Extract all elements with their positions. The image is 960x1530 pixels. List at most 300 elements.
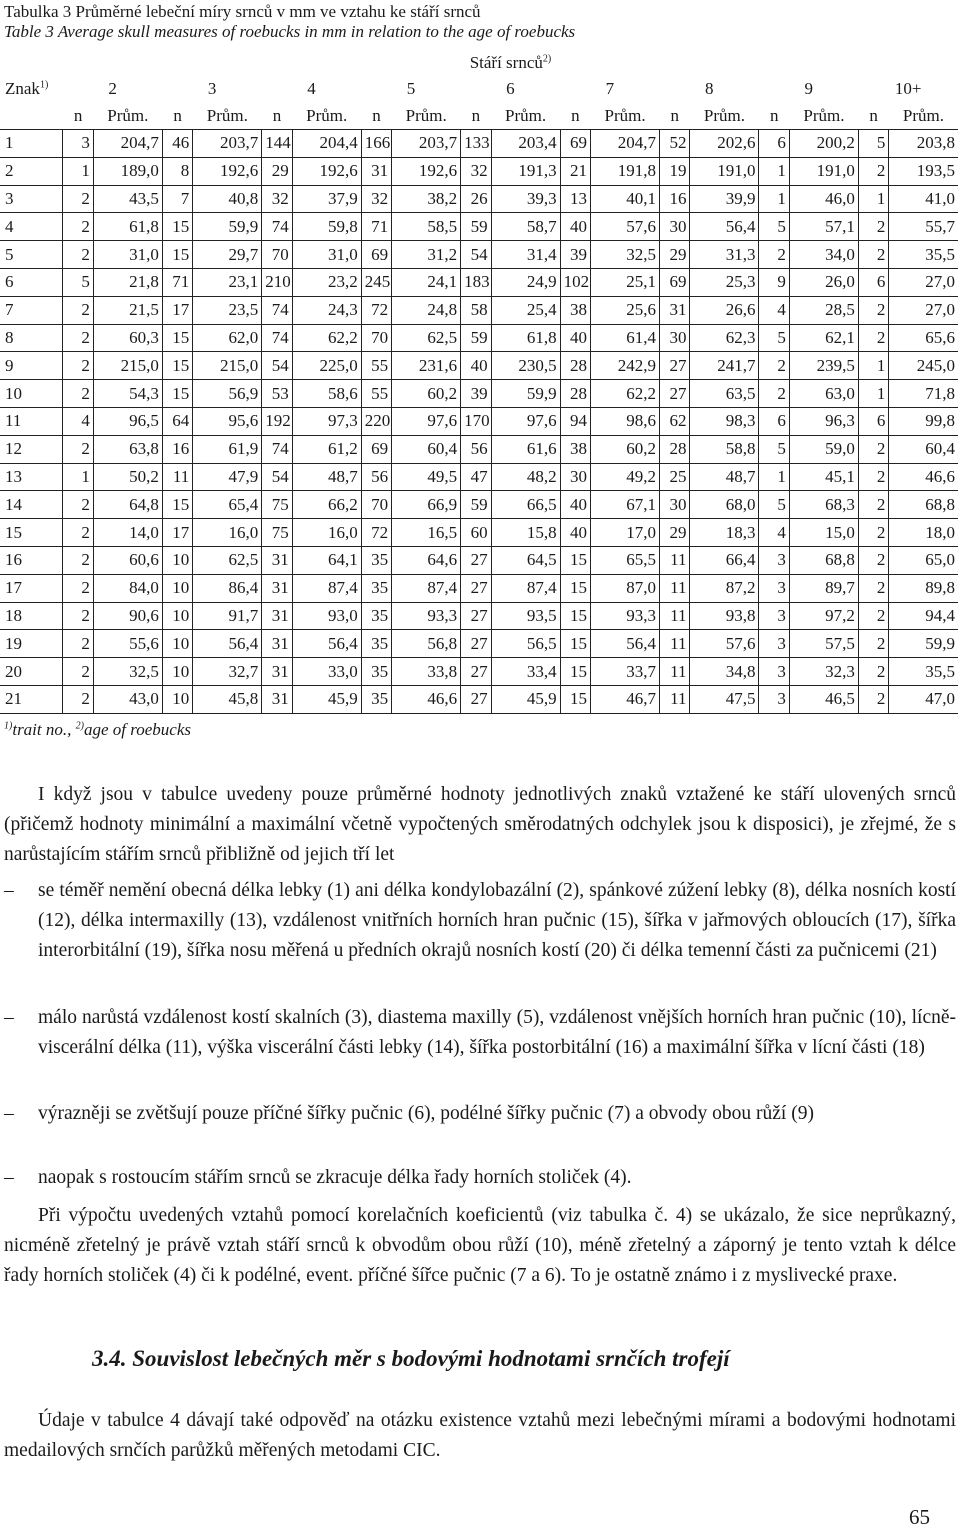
mean-cell: 192,6 — [392, 157, 461, 185]
mean-cell: 204,7 — [93, 130, 162, 158]
count-cell: 60 — [461, 519, 491, 547]
mean-cell: 25,4 — [491, 296, 560, 324]
mean-cell: 239,5 — [789, 352, 858, 380]
n-header: n — [560, 102, 590, 130]
count-cell: 2 — [63, 213, 93, 241]
table-row — [0, 519, 958, 547]
count-cell: 26 — [461, 185, 491, 213]
trait-number-cell: 3 — [0, 185, 63, 213]
count-cell: 5 — [63, 268, 93, 296]
count-cell: 69 — [361, 435, 391, 463]
mean-cell: 93,8 — [690, 602, 759, 630]
count-cell: 15 — [560, 602, 590, 630]
n-header: n — [759, 102, 789, 130]
mean-cell: 27,0 — [889, 296, 958, 324]
mean-cell: 28,5 — [789, 296, 858, 324]
mean-cell: 97,6 — [392, 407, 461, 435]
mean-cell: 49,2 — [591, 463, 660, 491]
mean-cell: 59,9 — [889, 630, 958, 658]
mean-cell: 62,2 — [292, 324, 361, 352]
count-cell: 35 — [361, 574, 391, 602]
mean-cell: 64,5 — [491, 546, 560, 574]
count-cell: 166 — [361, 130, 391, 158]
count-cell: 31 — [262, 658, 292, 686]
mean-cell: 47,5 — [690, 685, 759, 713]
bullet-text: málo narůstá vzdálenost kostí skalních (3), diastema maxilly (5), vzdálenost vnějších horních hran pučnic (10), lícně-viscerální délka (11), výška viscerální části lebky (14), šířka postorbitální (16) a maximální šířka v lícní části (18) — [38, 1007, 956, 1058]
count-cell: 27 — [461, 602, 491, 630]
mean-cell: 64,6 — [392, 546, 461, 574]
count-cell: 94 — [560, 407, 590, 435]
mean-cell: 58,6 — [292, 380, 361, 408]
mean-cell: 56,5 — [491, 630, 560, 658]
count-cell: 62 — [660, 407, 690, 435]
mean-cell: 62,1 — [789, 324, 858, 352]
mean-cell: 16,5 — [392, 519, 461, 547]
count-cell: 40 — [461, 352, 491, 380]
count-cell: 2 — [858, 296, 888, 324]
count-cell: 2 — [858, 574, 888, 602]
count-cell: 10 — [162, 602, 192, 630]
n-header: n — [361, 102, 391, 130]
mean-cell: 31,0 — [292, 241, 361, 269]
count-cell: 11 — [660, 630, 690, 658]
mean-cell: 87,4 — [491, 574, 560, 602]
count-cell: 4 — [759, 519, 789, 547]
mean-cell: 32,7 — [193, 658, 262, 686]
mean-cell: 25,1 — [591, 268, 660, 296]
count-cell: 40 — [560, 213, 590, 241]
mean-cell: 46,7 — [591, 685, 660, 713]
count-cell: 39 — [560, 241, 590, 269]
count-cell: 210 — [262, 268, 292, 296]
count-cell: 74 — [262, 296, 292, 324]
count-cell: 28 — [660, 435, 690, 463]
mean-cell: 55,6 — [93, 630, 162, 658]
mean-cell: 31,3 — [690, 241, 759, 269]
count-cell: 15 — [162, 491, 192, 519]
age-header: 5 — [406, 79, 416, 98]
count-cell: 69 — [660, 268, 690, 296]
count-cell: 30 — [560, 463, 590, 491]
count-cell: 53 — [262, 380, 292, 408]
mean-cell: 203,4 — [491, 130, 560, 158]
count-cell: 27 — [461, 658, 491, 686]
count-cell: 27 — [461, 546, 491, 574]
bullet-item-4 — [4, 1163, 956, 1193]
mean-cell: 59,9 — [193, 213, 262, 241]
count-cell: 102 — [560, 268, 590, 296]
mean-cell: 64,1 — [292, 546, 361, 574]
count-cell: 32 — [461, 157, 491, 185]
mean-cell: 43,0 — [93, 685, 162, 713]
mean-cell: 87,0 — [591, 574, 660, 602]
count-cell: 16 — [660, 185, 690, 213]
body-paragraph-2: Při výpočtu uvedených vztahů pomocí korelačních koeficientů (viz tabulka č. 4) se ukázalo, že sice neprůkazný, nicméně zřetelný je právě vztah stáří srnců k obvodům obou růží (10), méně zřetelný a záporný je tento vztah k délce řady horních stoliček (4) či k podélné, event. příčné šířce pučnic (7 a 6). To je ostatně známo i z myslivecké praxe. — [4, 1205, 956, 1286]
count-cell: 2 — [63, 296, 93, 324]
mean-cell: 59,0 — [789, 435, 858, 463]
count-cell: 245 — [361, 268, 391, 296]
mean-cell: 23,2 — [292, 268, 361, 296]
mean-cell: 204,4 — [292, 130, 361, 158]
mean-cell: 24,9 — [491, 268, 560, 296]
table-row — [0, 407, 958, 435]
n-header: n — [162, 102, 192, 130]
mean-cell: 31,2 — [392, 241, 461, 269]
count-cell: 6 — [759, 130, 789, 158]
mean-cell: 45,1 — [789, 463, 858, 491]
section-heading: 3.4. Souvislost lebečných měr s bodovými hodnotami srnčích trofejí — [92, 1346, 730, 1371]
table-row — [0, 630, 958, 658]
count-cell: 30 — [660, 213, 690, 241]
header-blank — [0, 102, 63, 130]
mean-cell: 41,0 — [889, 185, 958, 213]
bullet-text: se téměř nemění obecná délka lebky (1) ani délka kondylobazální (2), spánkové zúžení lebky (8), délka nosních kostí (12), délka intermaxilly (13), vzdálenost vnitřních horních hran pučnic (15), šířka v jařmových obloucích (17), šířka interorbitální (19), šířka nosu měřená u předních okrajů nosních kostí (20) či délka temenní části za pučnicemi (21) — [38, 880, 956, 961]
count-cell: 2 — [63, 602, 93, 630]
count-cell: 3 — [759, 685, 789, 713]
mean-cell: 65,6 — [889, 324, 958, 352]
count-cell: 38 — [560, 296, 590, 324]
count-cell: 29 — [262, 157, 292, 185]
bullet-item-3 — [4, 1099, 956, 1129]
mean-cell: 84,0 — [93, 574, 162, 602]
mean-header: Prům. — [889, 102, 958, 130]
count-cell: 11 — [660, 685, 690, 713]
n-header: n — [461, 102, 491, 130]
count-cell: 54 — [461, 241, 491, 269]
table-header-age-row — [0, 76, 958, 102]
trait-number-cell: 6 — [0, 268, 63, 296]
mean-cell: 60,2 — [591, 435, 660, 463]
mean-cell: 39,9 — [690, 185, 759, 213]
count-cell: 7 — [162, 185, 192, 213]
mean-cell: 89,8 — [889, 574, 958, 602]
trait-number-cell: 5 — [0, 241, 63, 269]
table-row — [0, 268, 958, 296]
body-paragraph-1: I když jsou v tabulce uvedeny pouze průměrné hodnoty jednotlivých znaků vztažené ke stáří ulovených srnců (přičemž hodnoty minimální a maximální včetně vypočtených směrodatných odchylek jsou k disposici), je zřejmé, že s narůstajícím stářím srnců přibližně od jejich tří let — [4, 784, 956, 865]
mean-cell: 71,8 — [889, 380, 958, 408]
count-cell: 2 — [858, 658, 888, 686]
count-cell: 70 — [361, 491, 391, 519]
mean-cell: 202,6 — [690, 130, 759, 158]
mean-cell: 66,5 — [491, 491, 560, 519]
count-cell: 10 — [162, 658, 192, 686]
count-cell: 5 — [759, 435, 789, 463]
mean-cell: 29,7 — [193, 241, 262, 269]
count-cell: 15 — [560, 574, 590, 602]
mean-header: Prům. — [292, 102, 361, 130]
n-header: n — [63, 102, 93, 130]
page-number: 65 — [909, 1505, 930, 1529]
age-header: 3 — [207, 79, 217, 98]
count-cell: 59 — [461, 213, 491, 241]
mean-cell: 32,5 — [591, 241, 660, 269]
mean-cell: 63,0 — [789, 380, 858, 408]
mean-cell: 24,1 — [392, 268, 461, 296]
mean-cell: 15,8 — [491, 519, 560, 547]
mean-cell: 192,6 — [292, 157, 361, 185]
mean-cell: 33,8 — [392, 658, 461, 686]
mean-cell: 67,1 — [591, 491, 660, 519]
count-cell: 28 — [560, 380, 590, 408]
count-cell: 32 — [262, 185, 292, 213]
mean-cell: 191,0 — [690, 157, 759, 185]
count-cell: 9 — [759, 268, 789, 296]
count-cell: 2 — [63, 185, 93, 213]
count-cell: 31 — [262, 685, 292, 713]
mean-cell: 46,6 — [392, 685, 461, 713]
count-cell: 40 — [560, 519, 590, 547]
trait-header — [0, 76, 63, 102]
count-cell: 3 — [759, 574, 789, 602]
count-cell: 11 — [162, 463, 192, 491]
mean-cell: 60,2 — [392, 380, 461, 408]
mean-cell: 56,8 — [392, 630, 461, 658]
count-cell: 28 — [560, 352, 590, 380]
count-cell: 10 — [162, 685, 192, 713]
count-cell: 11 — [660, 546, 690, 574]
trait-number-cell: 10 — [0, 380, 63, 408]
count-cell: 2 — [63, 630, 93, 658]
age-group-header-sup: 2) — [542, 53, 552, 65]
mean-cell: 33,4 — [491, 658, 560, 686]
count-cell: 30 — [660, 491, 690, 519]
mean-header: Prům. — [789, 102, 858, 130]
mean-cell: 18,0 — [889, 519, 958, 547]
count-cell: 2 — [63, 491, 93, 519]
table-header-subheader-row — [0, 102, 958, 130]
mean-cell: 87,2 — [690, 574, 759, 602]
count-cell: 35 — [361, 602, 391, 630]
trait-header-sup: 1) — [39, 79, 49, 91]
count-cell: 29 — [660, 519, 690, 547]
mean-cell: 191,8 — [591, 157, 660, 185]
trait-number-cell: 11 — [0, 407, 63, 435]
count-cell: 74 — [262, 324, 292, 352]
mean-cell: 55,7 — [889, 213, 958, 241]
mean-cell: 47,0 — [889, 685, 958, 713]
mean-cell: 31,0 — [93, 241, 162, 269]
count-cell: 70 — [262, 241, 292, 269]
mean-cell: 61,6 — [491, 435, 560, 463]
mean-cell: 40,1 — [591, 185, 660, 213]
mean-cell: 45,9 — [491, 685, 560, 713]
count-cell: 2 — [858, 435, 888, 463]
mean-cell: 86,4 — [193, 574, 262, 602]
table-row — [0, 602, 958, 630]
count-cell: 2 — [63, 658, 93, 686]
count-cell: 31 — [262, 630, 292, 658]
count-cell: 58 — [461, 296, 491, 324]
mean-cell: 21,5 — [93, 296, 162, 324]
mean-cell: 56,4 — [193, 630, 262, 658]
count-cell: 1 — [858, 380, 888, 408]
mean-cell: 24,3 — [292, 296, 361, 324]
count-cell: 2 — [63, 435, 93, 463]
mean-cell: 49,5 — [392, 463, 461, 491]
count-cell: 6 — [858, 407, 888, 435]
count-cell: 54 — [262, 352, 292, 380]
count-cell: 2 — [63, 241, 93, 269]
count-cell: 35 — [361, 658, 391, 686]
table-row — [0, 241, 958, 269]
footnote-marker-2: 2) — [75, 720, 84, 732]
age-header: 7 — [605, 79, 615, 98]
mean-cell: 242,9 — [591, 352, 660, 380]
count-cell: 1 — [858, 185, 888, 213]
mean-cell: 56,9 — [193, 380, 262, 408]
mean-cell: 60,3 — [93, 324, 162, 352]
mean-cell: 193,5 — [889, 157, 958, 185]
mean-cell: 57,5 — [789, 630, 858, 658]
trait-number-cell: 8 — [0, 324, 63, 352]
trait-number-cell: 16 — [0, 546, 63, 574]
footnote-marker-1: 1) — [4, 720, 13, 732]
mean-cell: 46,0 — [789, 185, 858, 213]
table-row — [0, 185, 958, 213]
count-cell: 31 — [262, 602, 292, 630]
mean-cell: 68,3 — [789, 491, 858, 519]
count-cell: 59 — [461, 491, 491, 519]
count-cell: 3 — [759, 602, 789, 630]
table-row — [0, 213, 958, 241]
count-cell: 10 — [162, 630, 192, 658]
bullet-dash: – — [4, 1167, 14, 1188]
mean-cell: 57,1 — [789, 213, 858, 241]
mean-header: Prům. — [491, 102, 560, 130]
n-header: n — [858, 102, 888, 130]
count-cell: 2 — [858, 630, 888, 658]
mean-cell: 87,4 — [292, 574, 361, 602]
count-cell: 46 — [162, 130, 192, 158]
mean-cell: 66,9 — [392, 491, 461, 519]
count-cell: 35 — [361, 630, 391, 658]
mean-cell: 46,6 — [889, 463, 958, 491]
count-cell: 2 — [858, 519, 888, 547]
mean-cell: 59,9 — [491, 380, 560, 408]
bullet-item-2 — [4, 1003, 956, 1063]
mean-cell: 65,4 — [193, 491, 262, 519]
count-cell: 4 — [759, 296, 789, 324]
mean-cell: 48,2 — [491, 463, 560, 491]
mean-cell: 16,0 — [193, 519, 262, 547]
table-row — [0, 685, 958, 713]
trait-number-cell: 20 — [0, 658, 63, 686]
count-cell: 2 — [858, 491, 888, 519]
mean-cell: 225,0 — [292, 352, 361, 380]
age-header: 8 — [705, 79, 714, 98]
trait-number-cell: 4 — [0, 213, 63, 241]
count-cell: 2 — [63, 546, 93, 574]
table-row — [0, 435, 958, 463]
mean-cell: 39,3 — [491, 185, 560, 213]
footnote-text-1: trait no., — [12, 720, 76, 739]
trait-number-cell: 21 — [0, 685, 63, 713]
table-row — [0, 324, 958, 352]
count-cell: 74 — [262, 435, 292, 463]
count-cell: 56 — [361, 463, 391, 491]
age-header: 6 — [506, 79, 515, 98]
mean-cell: 192,6 — [193, 157, 262, 185]
count-cell: 2 — [759, 380, 789, 408]
mean-cell: 60,6 — [93, 546, 162, 574]
header-blank — [0, 50, 63, 76]
count-cell: 5 — [858, 130, 888, 158]
count-cell: 1 — [63, 463, 93, 491]
count-cell: 2 — [63, 519, 93, 547]
count-cell: 71 — [162, 268, 192, 296]
count-cell: 1 — [759, 185, 789, 213]
trait-number-cell: 15 — [0, 519, 63, 547]
age-header: 4 — [307, 79, 316, 98]
count-cell: 2 — [63, 574, 93, 602]
count-cell: 56 — [461, 435, 491, 463]
mean-cell: 98,3 — [690, 407, 759, 435]
mean-cell: 60,4 — [392, 435, 461, 463]
mean-cell: 62,3 — [690, 324, 759, 352]
mean-cell: 97,2 — [789, 602, 858, 630]
mean-cell: 65,5 — [591, 546, 660, 574]
mean-cell: 91,7 — [193, 602, 262, 630]
count-cell: 71 — [361, 213, 391, 241]
age-group-header — [63, 50, 958, 76]
mean-cell: 48,7 — [292, 463, 361, 491]
count-cell: 35 — [361, 685, 391, 713]
mean-cell: 62,5 — [392, 324, 461, 352]
mean-cell: 93,3 — [392, 602, 461, 630]
count-cell: 31 — [361, 157, 391, 185]
trait-header-label: Znak — [5, 79, 40, 98]
mean-cell: 37,9 — [292, 185, 361, 213]
mean-cell: 97,6 — [491, 407, 560, 435]
table-row — [0, 352, 958, 380]
count-cell: 54 — [262, 463, 292, 491]
count-cell: 15 — [162, 213, 192, 241]
count-cell: 64 — [162, 407, 192, 435]
count-cell: 15 — [560, 546, 590, 574]
count-cell: 16 — [162, 435, 192, 463]
trait-number-cell: 9 — [0, 352, 63, 380]
count-cell: 1 — [759, 463, 789, 491]
count-cell: 2 — [858, 685, 888, 713]
n-header: n — [262, 102, 292, 130]
bullet-text: naopak s rostoucím stářím srnců se zkracuje délka řady horních stoliček (4). — [38, 1167, 632, 1188]
count-cell: 75 — [262, 491, 292, 519]
count-cell: 220 — [361, 407, 391, 435]
body-paragraph-3: Údaje v tabulce 4 dávají také odpověď na otázku existence vztahů mezi lebečnými mírami a bodovými hodnotami medailových srnčích parůžků měřených metodami CIC. — [4, 1410, 956, 1461]
mean-cell: 60,4 — [889, 435, 958, 463]
mean-cell: 58,8 — [690, 435, 759, 463]
count-cell: 11 — [660, 602, 690, 630]
mean-cell: 245,0 — [889, 352, 958, 380]
mean-cell: 18,3 — [690, 519, 759, 547]
mean-cell: 94,4 — [889, 602, 958, 630]
mean-cell: 96,5 — [93, 407, 162, 435]
count-cell: 5 — [759, 324, 789, 352]
count-cell: 144 — [262, 130, 292, 158]
count-cell: 3 — [63, 130, 93, 158]
mean-cell: 215,0 — [193, 352, 262, 380]
count-cell: 133 — [461, 130, 491, 158]
mean-cell: 231,6 — [392, 352, 461, 380]
count-cell: 3 — [759, 630, 789, 658]
count-cell: 2 — [63, 380, 93, 408]
count-cell: 13 — [560, 185, 590, 213]
count-cell: 2 — [759, 352, 789, 380]
mean-cell: 33,7 — [591, 658, 660, 686]
mean-cell: 87,4 — [392, 574, 461, 602]
mean-cell: 45,9 — [292, 685, 361, 713]
mean-cell: 215,0 — [93, 352, 162, 380]
